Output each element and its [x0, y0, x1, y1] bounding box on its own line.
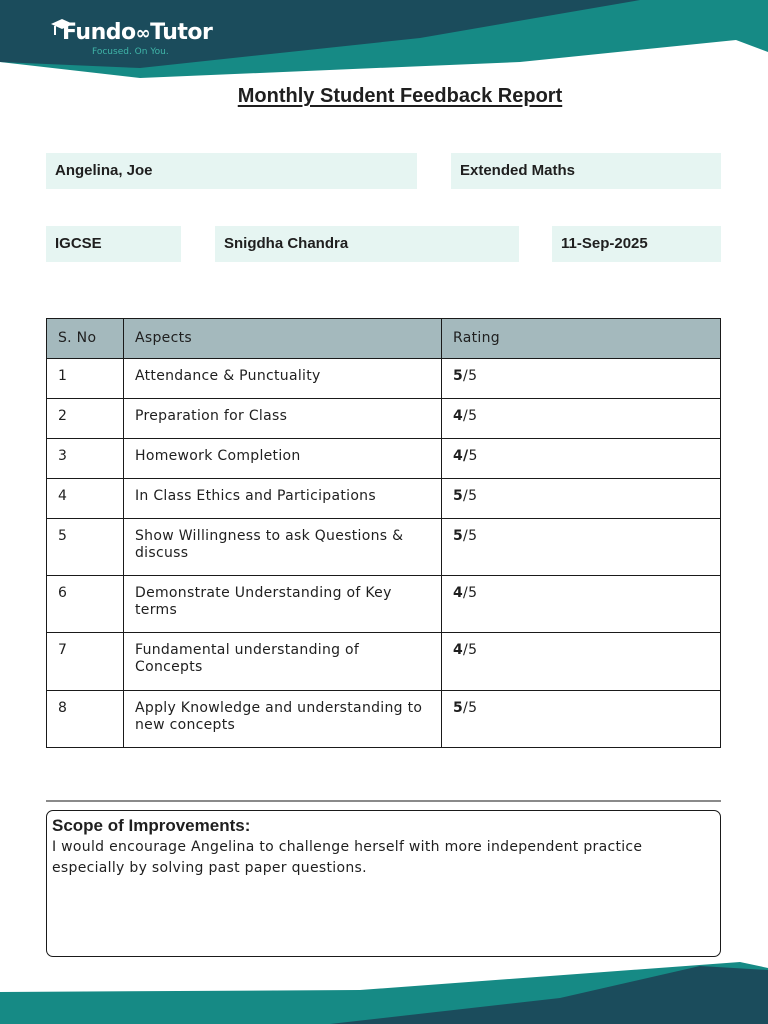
rating-score: 5: [453, 528, 464, 544]
table-header-row: [47, 319, 721, 359]
rating-score: 4: [453, 585, 464, 601]
rating-score: 5: [453, 700, 464, 716]
tutor-field: Snigdha Chandra: [215, 226, 519, 262]
curriculum-field: IGCSE: [46, 226, 181, 262]
row-aspect: Attendance & Punctuality: [124, 359, 442, 399]
row-aspect: Demonstrate Understanding of Key terms: [124, 576, 442, 633]
subject-field: Extended Maths: [451, 153, 721, 189]
rating-out-of: 5: [468, 448, 478, 464]
header-aspects: Aspects: [124, 319, 442, 359]
date-field: 11-Sep-2025: [552, 226, 721, 262]
rating-out-of: /5: [463, 408, 478, 424]
section-divider: [46, 800, 721, 802]
row-aspect: Preparation for Class: [124, 399, 442, 439]
rating-score: 4: [453, 408, 464, 424]
row-number: 5: [47, 519, 124, 576]
rating-out-of: /5: [463, 368, 478, 384]
header-sno: S. No: [47, 319, 124, 359]
row-rating: [442, 519, 721, 576]
row-aspect: Apply Knowledge and understanding to new concepts: [124, 691, 442, 748]
brand-tagline: Focused. On You.: [92, 47, 169, 57]
table-row: [47, 439, 721, 479]
row-number: 7: [47, 633, 124, 691]
brand-name-part2: Tutor: [150, 20, 213, 45]
row-rating: [442, 359, 721, 399]
row-number: 1: [47, 359, 124, 399]
row-aspect: Fundamental understanding of Concepts: [124, 633, 442, 691]
table-row: [47, 399, 721, 439]
table-row: [47, 576, 721, 633]
rating-score: 4/: [453, 448, 469, 464]
footer-banner: [0, 956, 768, 1024]
table-row: [47, 633, 721, 691]
brand-name-part1: Fundo: [62, 20, 136, 45]
rating-out-of: /5: [463, 585, 478, 601]
row-number: 2: [47, 399, 124, 439]
rating-score: 5: [453, 488, 464, 504]
student-name-field: Angelina, Joe: [46, 153, 417, 189]
table-row: [47, 691, 721, 748]
brand-name: [62, 20, 212, 45]
scope-text: I would encourage Angelina to challenge herself with more independent practice especially by solving past paper questions.: [52, 839, 643, 876]
row-aspect: In Class Ethics and Participations: [124, 479, 442, 519]
row-number: 6: [47, 576, 124, 633]
row-rating: [442, 576, 721, 633]
brand-logo: [50, 16, 250, 62]
rating-out-of: /5: [463, 528, 478, 544]
table-row: [47, 519, 721, 576]
row-rating: [442, 633, 721, 691]
scope-title: Scope of Improvements:: [52, 816, 251, 835]
rating-out-of: /5: [463, 488, 478, 504]
row-aspect: Homework Completion: [124, 439, 442, 479]
row-rating: [442, 479, 721, 519]
scope-of-improvements-box: [46, 810, 721, 957]
row-rating: [442, 399, 721, 439]
report-title: Monthly Student Feedback Report: [237, 85, 563, 107]
rating-score: 5: [453, 368, 464, 384]
ratings-table: [46, 318, 721, 748]
row-number: 8: [47, 691, 124, 748]
rating-out-of: /5: [463, 642, 478, 658]
brand-infinity-icon: ∞: [135, 23, 151, 44]
row-rating: [442, 439, 721, 479]
rating-score: 4: [453, 642, 464, 658]
row-number: 4: [47, 479, 124, 519]
row-rating: [442, 691, 721, 748]
row-number: 3: [47, 439, 124, 479]
header-rating: Rating: [442, 319, 721, 359]
table-row: [47, 479, 721, 519]
row-aspect: Show Willingness to ask Questions & discuss: [124, 519, 442, 576]
rating-out-of: /5: [463, 700, 478, 716]
table-row: [47, 359, 721, 399]
